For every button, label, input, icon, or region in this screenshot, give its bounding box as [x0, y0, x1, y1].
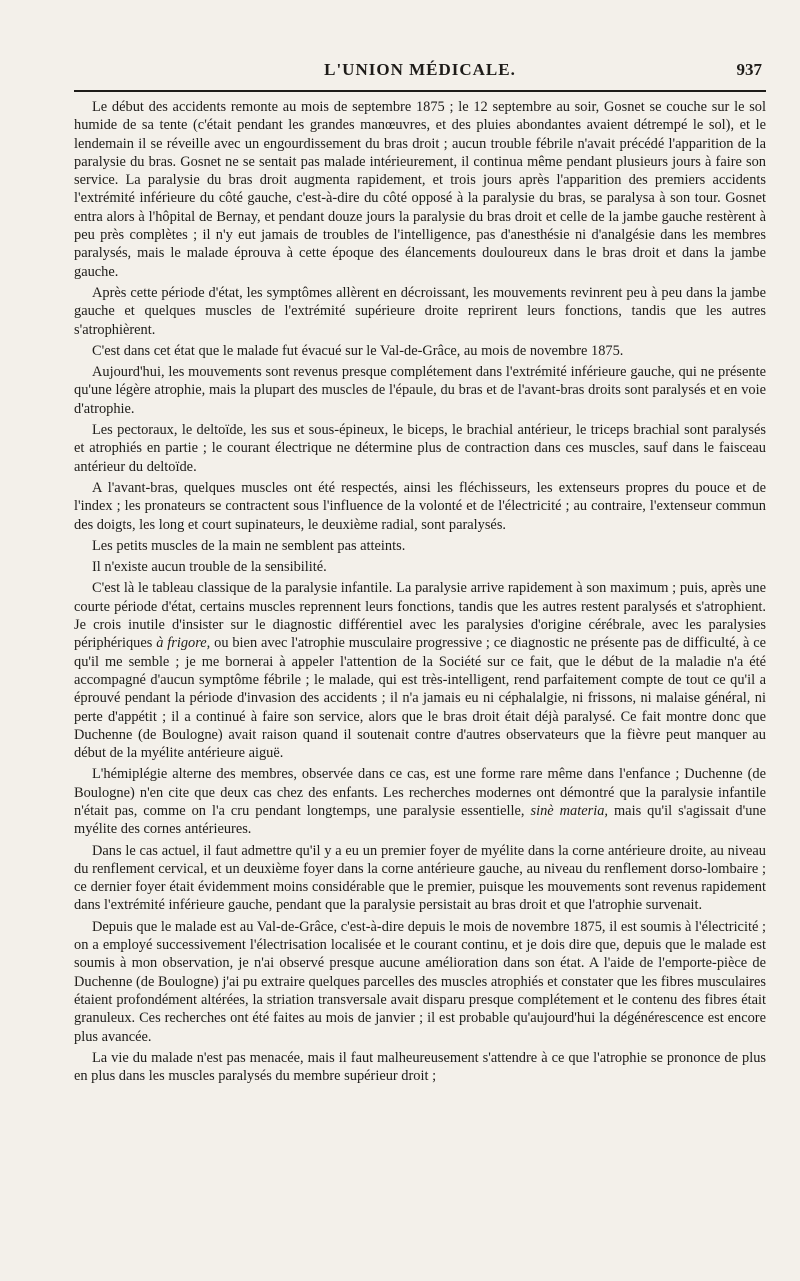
page-number: 937	[736, 60, 762, 79]
paragraph-diagnosis	[74, 579, 766, 762]
italic-sine-materia: sinè materia,	[530, 802, 608, 819]
paragraph-hemiplegia	[74, 765, 766, 838]
paragraph-evacuation: C'est dans cet état que le malade fut évacué sur le Val-de-Grâce, au mois de novembre 1875.	[92, 342, 624, 359]
running-title: L'UNION MÉDICALE.	[324, 60, 516, 79]
paragraph-onset: Le début des accidents remonte au mois de septembre 1875 ; le 12 septembre au soir, Gosnet se couche sur le sol humide de sa tente (c'était pendant les grandes manœuvres, et des pluies abondantes avaient détrempé le sol), et le lendemain il se réveille avec un engourdissement du bras droit ; aucun trouble fébrile n'avait précédé l'apparition de la paralysie du bras. Gosnet ne se sentait pas malade intérieurement, il continua même pendant plusieurs jours à faire son service. La paralysie du bras droit augmenta rapidement, et trois jours après l'apparition des premiers accidents l'extrémité inférieure du côté gauche, c'est-à-dire du côté opposé à la paralysie du bras, se paralysa à son tour. Gosnet entra alors à l'hôpital de Bernay, et pendant douze jours la paralysie du bras droit et celle de la jambe gauche restèrent à peu près complètes ; il n'y eut jamais de troubles de l'intelligence, pas d'anesthésie ni d'analgésie dans les membres paralysés, mais le malade éprouva à cette époque des élancements douloureux dans le bras droit et dans la jambe gauche.	[74, 99, 766, 280]
hemiplegia-text-a: L'hémiplégie alterne des membres, observée dans ce cas, est une forme rare même dans l'enfance ; Duchenne (de Boulogne) n'en cite que deux cas chez des enfants. Les recherches modernes ont démontré que la paralysie infantile n'était pas, comme on l'a cru pendant longtemps, une paralysie essentielle,	[74, 766, 766, 819]
page-header	[74, 56, 766, 90]
paragraph-forearm: A l'avant-bras, quelques muscles ont été respectés, ainsi les fléchisseurs, les extenseurs propres du pouce et de l'index ; les pronateurs se contractent sous l'influence de la volonté et de l'électricité ; au contraire, l'extenseur commun des doigts, les long et court supinateurs, le deuxième radial, sont paralysés.	[74, 479, 766, 533]
paragraph-treatment: Depuis que le malade est au Val-de-Grâce, c'est-à-dire depuis le mois de novembre 1875, il est soumis à l'électricité ; on a employé successivement l'électrisation localisée et le courant continu, et je dois dire que, depuis que le malade est soumis à mon observation, je n'ai observé presque aucune amélioration dans son état. A l'aide de l'emporte-pièce de Duchenne (de Boulogne) j'ai pu extraire quelques parcelles des muscles atrophiés et constater que les fibres musculaires étaient profondément altérées, la striation transversale avait disparu presque complétement et le contenu des fibres était granuleux. Ces recherches ont été faites au mois de janvier ; il est probable qu'aujourd'hui la dégénérescence est encore plus avancée.	[74, 918, 766, 1045]
header-rule	[74, 90, 766, 92]
article-body	[74, 98, 766, 1085]
paragraph-prognosis: La vie du malade n'est pas menacée, mais il faut malheureusement s'attendre à ce que l'atrophie se prononce de plus en plus dans les muscles paralysés du membre supérieur droit ;	[74, 1049, 766, 1085]
paragraph-pectoral: Les pectoraux, le deltoïde, les sus et sous-épineux, le biceps, le brachial antérieur, le triceps brachial sont paralysés et atrophiés en partie ; le courant électrique ne détermine plus de contraction dans ces muscles, sauf dans le faisceau antérieur du deltoïde.	[74, 422, 766, 475]
paragraph-today: Aujourd'hui, les mouvements sont revenus presque complétement dans l'extrémité inférieure gauche, qui ne présente qu'une légère atrophie, mais la plupart des muscles de l'épaule, du bras et de l'avant-bras droits sont paralysés et en voie d'atrophie.	[74, 364, 766, 417]
paragraph-decline: Après cette période d'état, les symptômes allèrent en décroissant, les mouvements revinrent peu à peu dans la jambe gauche et quelques muscles de l'extrémité supérieure droite reprirent leurs fonctions, tandis que les autres s'atrophièrent.	[74, 284, 766, 338]
italic-a-frigore: à frigore,	[156, 635, 211, 652]
paragraph-sensibility: Il n'existe aucun trouble de la sensibilité.	[92, 559, 327, 576]
diagnosis-text-b: ou bien avec l'atrophie musculaire progressive ; ce diagnostic ne présente pas de difficulté, à ce qu'il me semble ; je me bornerai à appeler l'attention de la Société sur ce fait, que le début de la maladie n'a été accompagné d'aucun symptôme fébrile ; le malade, qui est très-intelligent, rend parfaitement compte de tout ce qu'il a éprouvé pendant la période d'invasion des accidents ; il n'a jamais eu ni céphalalgie, ni frissons, ni malaise général, ni perte d'appétit ; il a continué à faire son service, alors que le bras droit était déjà paralysé. Ce fait montre donc que Duchenne (de Boulogne) avait raison quand il soutenait contre d'autres observateurs que la fièvre peut manquer au début de la myélite antérieure aiguë.	[74, 635, 766, 762]
paragraph-hand: Les petits muscles de la main ne semblent pas atteints.	[92, 537, 406, 554]
diagnosis-text-a: C'est là le tableau classique de la paralysie infantile. La paralysie arrive rapidement à son maximum ; puis, après une courte période d'état, certains muscles reprennent leurs fonctions, tandis que les autres restent paralysés et s'atrophient. Je crois inutile d'insister sur le diagnostic différentiel avec les paralysies d'origine cérébrale, avec les paralysies périphériques	[74, 580, 766, 652]
paragraph-foci: Dans le cas actuel, il faut admettre qu'il y a eu un premier foyer de myélite dans la corne antérieure droite, au niveau du renflement cervical, et un deuxième foyer dans la corne antérieure gauche, au niveau du renflement dorso-lombaire ; ce dernier foyer était évidemment moins considérable que le premier, puisque les mouvements sont revenus rapidement dans l'extrémité inférieure gauche, pendant que la paralysie persistait au bras droit et que l'atrophie survenait.	[74, 842, 766, 914]
hemiplegia-text-b: mais qu'il s'agissait d'une myélite des cornes antérieures.	[74, 802, 766, 838]
